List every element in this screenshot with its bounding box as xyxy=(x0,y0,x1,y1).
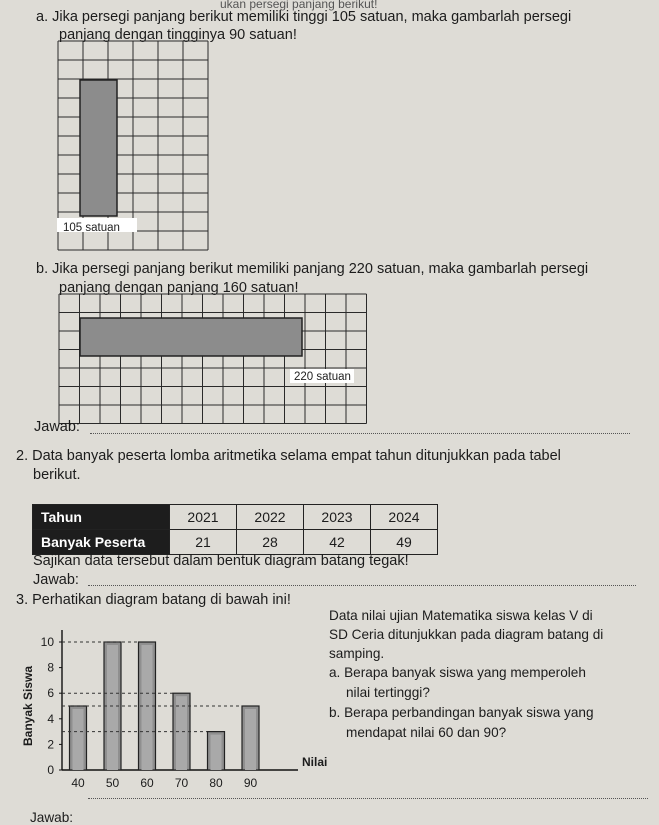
table-cell: 28 xyxy=(237,530,304,555)
y-tick-label: 2 xyxy=(47,737,54,752)
question-a-line2: panjang dengan tingginya 90 satuan! xyxy=(59,27,297,43)
grid-b-lines xyxy=(59,294,367,424)
x-tick-label: 50 xyxy=(105,776,120,790)
question-b-line2: panjang dengan panjang 160 satuan! xyxy=(59,280,299,296)
table-header-year: Tahun xyxy=(33,505,170,530)
top-heading: ukan persegi panjang berikut! xyxy=(220,0,378,11)
bar-inner xyxy=(73,709,84,770)
table-header-participants: Banyak Peserta xyxy=(33,530,170,555)
table-cell: 2023 xyxy=(304,505,371,530)
answer-line-2 xyxy=(88,585,636,586)
answer-line-3 xyxy=(88,798,648,799)
bar-inner xyxy=(211,735,222,770)
bar-inner xyxy=(107,645,118,770)
bar-chart xyxy=(18,610,330,800)
y-axis-label: Banyak Siswa xyxy=(21,665,35,747)
jawab-1: Jawab: xyxy=(34,419,80,435)
question-3a-line1: a. Berapa banyak siswa yang memperoleh xyxy=(329,665,586,680)
bar-inner xyxy=(245,709,256,770)
table-cell: 42 xyxy=(304,530,371,555)
table-cell: 21 xyxy=(170,530,237,555)
bar-inner xyxy=(176,696,187,770)
y-tick-label: 4 xyxy=(47,711,54,726)
x-tick-label: 40 xyxy=(71,776,85,790)
grid-b xyxy=(58,293,372,429)
table-row-participants xyxy=(33,530,438,555)
answer-line-1 xyxy=(90,433,630,434)
question-3a-line2: nilai tertinggi? xyxy=(346,685,430,700)
grid-a xyxy=(57,40,209,252)
jawab-3: Jawab: xyxy=(30,810,74,825)
rectangle-a-label: 105 satuan xyxy=(63,222,120,234)
question-b-line1: b. Jika persegi panjang berikut memiliki panjang 220 satuan, maka gambarlah persegi xyxy=(36,261,589,277)
question-3b-line2: mendapat nilai 60 dan 90? xyxy=(346,725,507,740)
question-2-line2: berikut. xyxy=(33,467,81,483)
question-a-line1: a. Jika persegi panjang berikut memiliki tinggi 105 satuan, maka gambarlah persegi xyxy=(36,9,572,25)
x-tick-label: 80 xyxy=(209,776,223,790)
x-axis-label: Nilai xyxy=(302,755,328,769)
data-table xyxy=(32,504,438,555)
rectangle-b xyxy=(80,318,302,356)
y-tick-label: 0 xyxy=(47,763,54,777)
question-3-line1: 3. Perhatikan diagram batang di bawah ini! xyxy=(16,592,291,608)
question-2-instruction: Sajikan data tersebut dalam bentuk diagram batang tegak! xyxy=(33,553,409,569)
question-3-text-2: SD Ceria ditunjukkan pada diagram batang di xyxy=(329,627,604,642)
table-cell: 49 xyxy=(371,530,438,555)
table-cell: 2024 xyxy=(371,505,438,530)
jawab-2: Jawab: xyxy=(33,572,79,588)
x-tick-label: 90 xyxy=(243,776,258,790)
rectangle-a xyxy=(80,80,117,216)
rectangle-b-label: 220 satuan xyxy=(294,371,351,383)
table-cell: 2022 xyxy=(237,505,304,530)
y-tick-label: 8 xyxy=(47,660,54,675)
question-3b-line1: b. Berapa perbandingan banyak siswa yang xyxy=(329,705,594,720)
table-row-year xyxy=(33,505,438,530)
y-tick-label: 10 xyxy=(40,635,54,649)
x-tick-label: 70 xyxy=(174,776,189,790)
y-tick-label: 6 xyxy=(47,686,54,701)
question-3-text-3: samping. xyxy=(329,646,385,661)
question-2-line1: 2. Data banyak peserta lomba aritmetika selama empat tahun ditunjukkan pada tabel xyxy=(16,448,561,464)
x-tick-label: 60 xyxy=(140,776,154,790)
question-3-text-1: Data nilai ujian Matematika siswa kelas V di xyxy=(329,608,593,623)
bar-inner xyxy=(142,645,153,770)
table-cell: 2021 xyxy=(170,505,237,530)
